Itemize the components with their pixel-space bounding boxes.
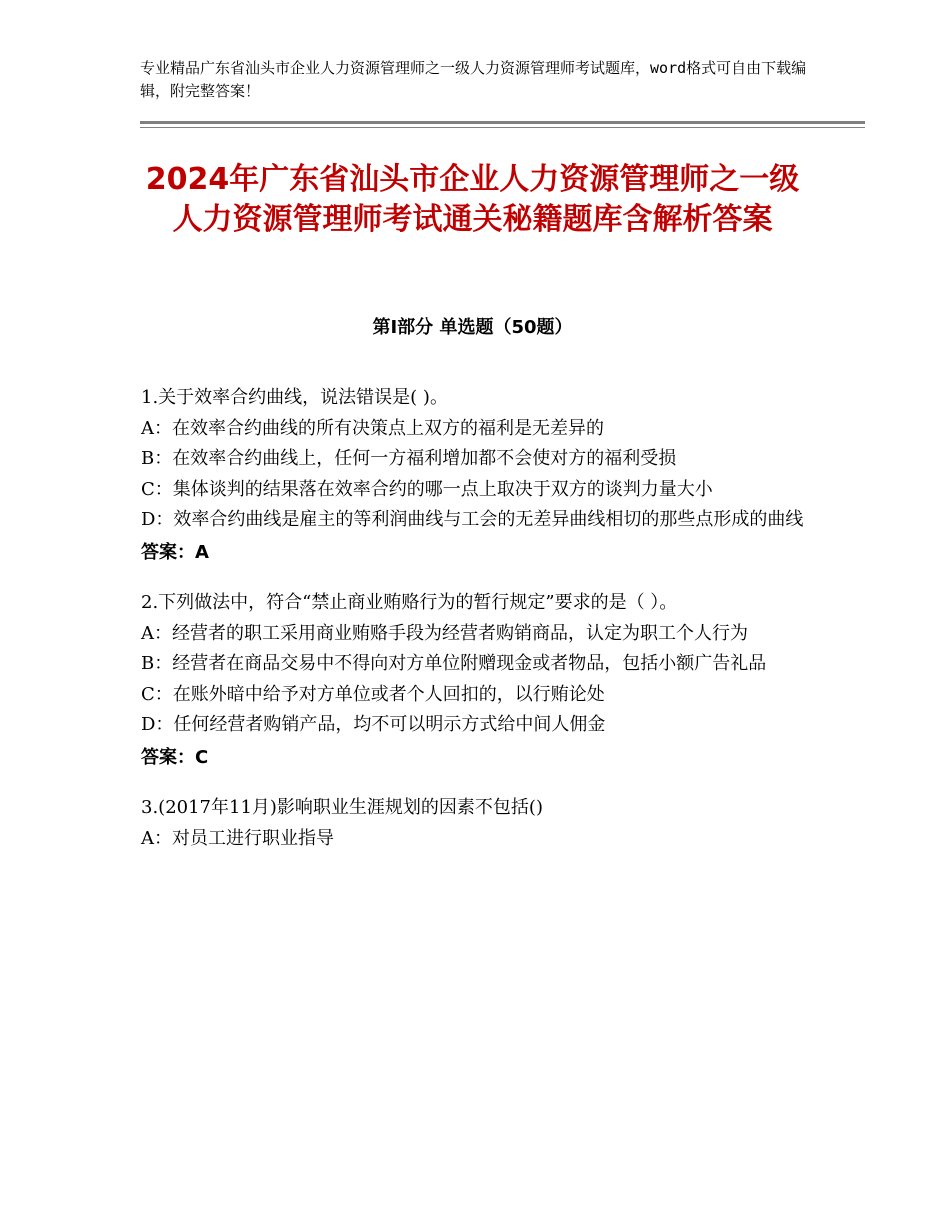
option-d: D：效率合约曲线是雇主的等利润曲线与工会的无差异曲线相切的那些点形成的曲线 — [141, 509, 804, 530]
question-2 — [141, 588, 811, 773]
question-list — [141, 383, 811, 874]
question-stem: 1.关于效率合约曲线，说法错误是( )。 — [141, 387, 448, 408]
option-d: D：任何经营者购销产品，均不可以明示方式给中间人佣金 — [141, 714, 606, 735]
answer-label: 答案：C — [141, 746, 209, 768]
option-a: A：对员工进行职业指导 — [141, 827, 334, 849]
header-divider-thin — [140, 127, 865, 128]
option-b: B：在效率合约曲线上，任何一方福利增加都不会使对方的福利受损 — [141, 448, 677, 469]
section-heading: 第Ⅰ部分 单选题（50题） — [372, 317, 573, 338]
question-stem: 2.下列做法中，符合“禁止商业贿赂行为的暂行规定”要求的是（ ）。 — [141, 592, 678, 613]
answer-label: 答案：A — [141, 541, 209, 563]
option-c: C：集体谈判的结果落在效率合约的哪一点上取决于双方的谈判力量大小 — [141, 478, 713, 500]
question-1 — [141, 383, 811, 568]
option-b: B：经营者在商品交易中不得向对方单位附赠现金或者物品，包括小额广告礼品 — [141, 653, 767, 674]
header-divider-thick — [140, 121, 865, 124]
question-3 — [141, 793, 811, 854]
header-note: 专业精品广东省汕头市企业人力资源管理师之一级人力资源管理师考试题库，word格式可自由下载编辑，附完整答案！ — [140, 59, 807, 100]
option-a: A：经营者的职工采用商业贿赂手段为经营者购销商品，认定为职工个人行为 — [141, 622, 748, 644]
option-c: C：在账外暗中给予对方单位或者个人回扣的，以行贿论处 — [141, 683, 605, 705]
option-a: A：在效率合约曲线的所有决策点上双方的福利是无差异的 — [141, 417, 604, 439]
document-title: 2024年广东省汕头市企业人力资源管理师之一级人力资源管理师考试通关秘籍题库含解析答案 — [145, 162, 800, 237]
question-stem: 3.(2017年11月)影响职业生涯规划的因素不包括() — [141, 797, 543, 818]
